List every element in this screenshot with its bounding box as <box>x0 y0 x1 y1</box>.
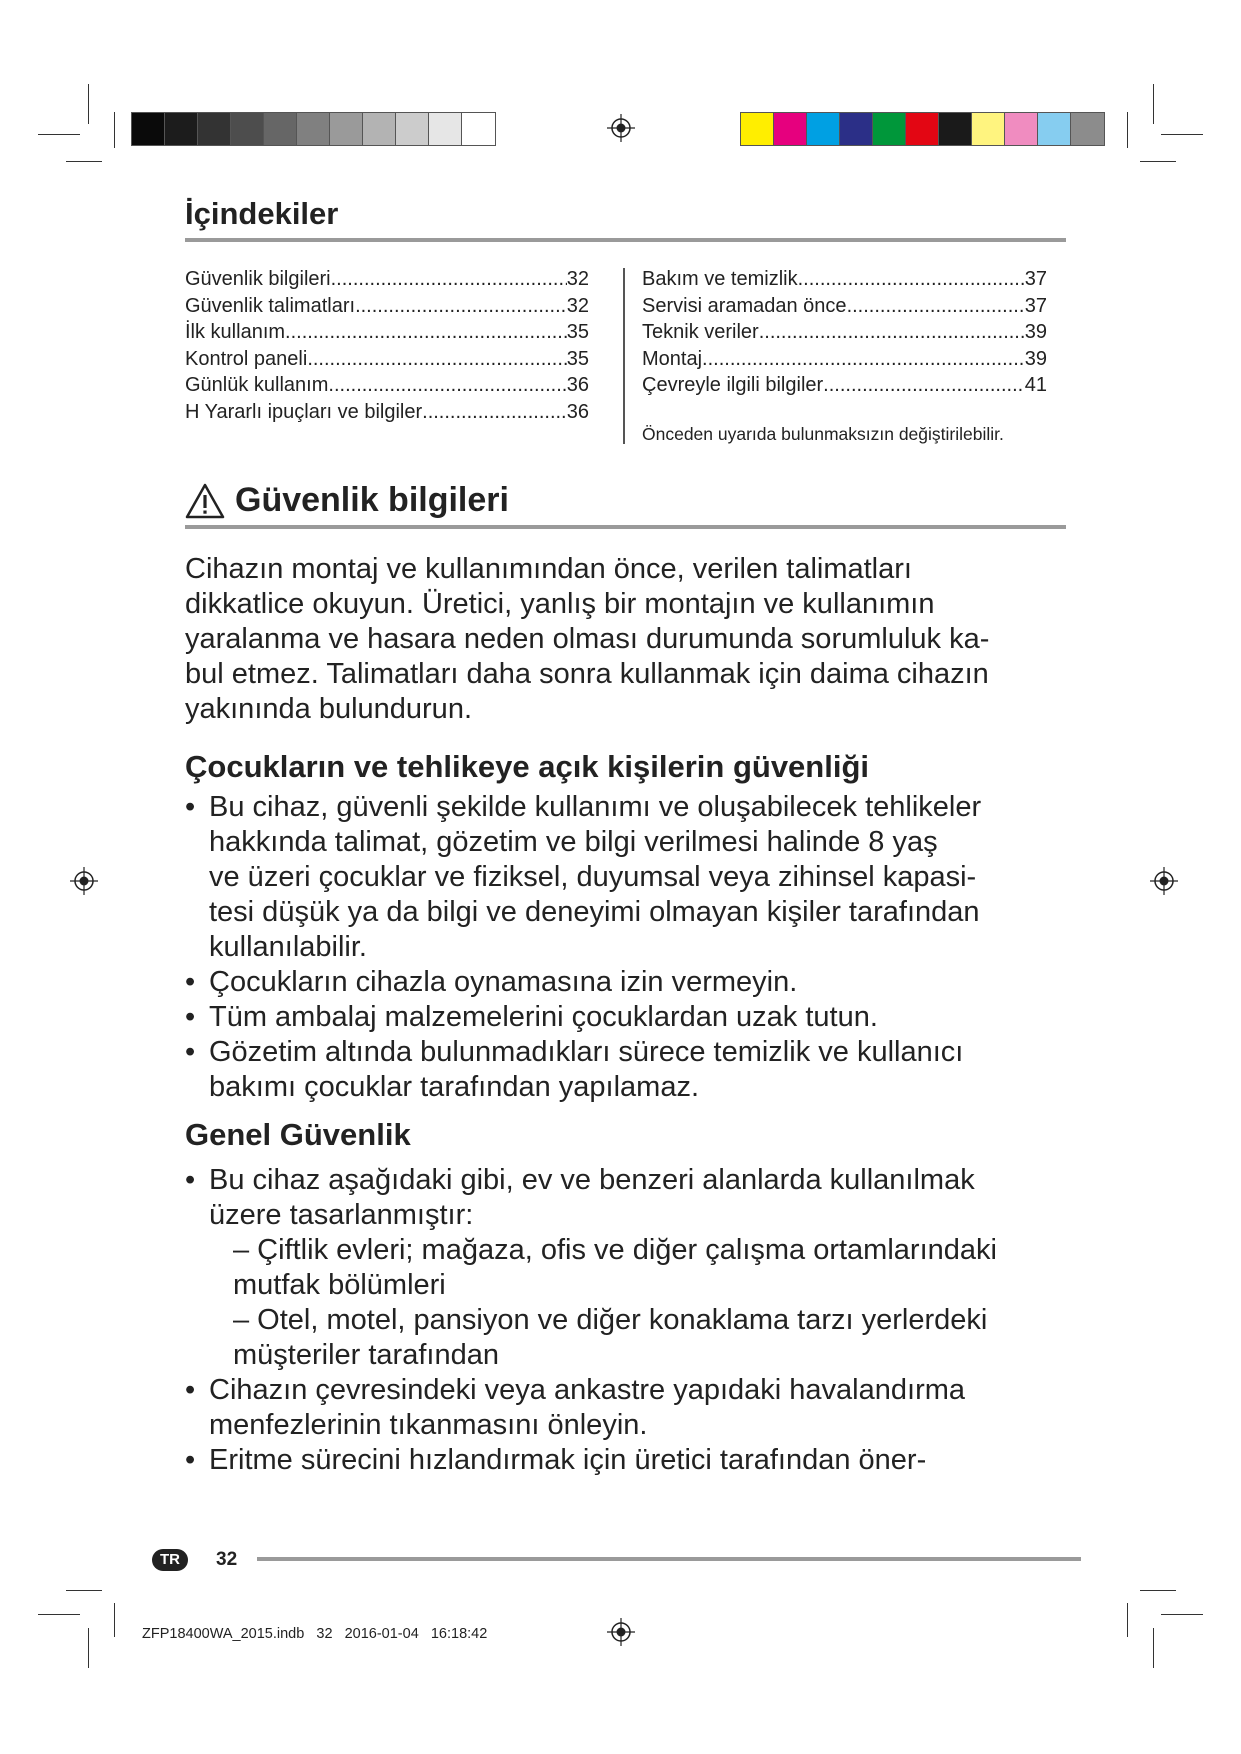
list-item <box>185 790 1085 965</box>
color-swatch <box>840 113 873 145</box>
list-item-line: Eritme sürecini hızlandırmak için üretici tarafından öner- <box>209 1444 927 1476</box>
toc-entry-page: 41 <box>1024 374 1047 396</box>
page-number: 32 <box>216 1549 238 1570</box>
list-item-line: Bu cihaz aşağıdaki gibi, ev ve benzeri alanlarda kullanılmak <box>209 1164 975 1196</box>
toc-entry-label: Çevreyle ilgili bilgiler <box>642 374 824 396</box>
bullet-icon: • <box>185 1374 196 1406</box>
toc-entry-label: Günlük kullanım <box>185 374 329 396</box>
toc-leader <box>355 293 567 320</box>
color-swatch <box>807 113 840 145</box>
print-slug: ZFP18400WA_2015.indb 32 2016-01-04 16:18:42 <box>142 1626 488 1642</box>
list-item <box>185 1035 1085 1105</box>
color-swatch <box>132 113 165 145</box>
list-item-line: – Çiftlik evleri; mağaza, ofis ve diğer çalışma ortamlarındaki <box>233 1234 997 1266</box>
safety-title-rule <box>185 525 1066 529</box>
toc-right-column <box>642 266 1047 399</box>
bullet-icon: • <box>185 966 196 998</box>
color-swatch <box>363 113 396 145</box>
bullet-icon: • <box>185 1036 196 1068</box>
color-swatch <box>873 113 906 145</box>
bullet-icon: • <box>185 1164 196 1196</box>
color-swatch <box>297 113 330 145</box>
list-item-line: Gözetim altında bulunmadıkları sürece temizlik ve kullanıcı <box>209 1036 964 1068</box>
list-item-line: üzere tasarlanmıştır: <box>209 1199 474 1231</box>
safety-intro-paragraph <box>185 552 1085 727</box>
toc-entry[interactable] <box>185 372 589 399</box>
list-item <box>185 1163 1085 1233</box>
toc-left-column <box>185 266 589 425</box>
toc-entry[interactable] <box>642 319 1047 346</box>
registration-mark-icon <box>607 114 635 142</box>
toc-change-note: Önceden uyarıda bulunmaksızın değiştirilebilir. <box>642 424 1004 444</box>
process-color-bar <box>740 112 1105 146</box>
toc-entry-label: Güvenlik talimatları <box>185 294 356 317</box>
toc-entry-page: 37 <box>1024 294 1047 317</box>
list-item-line: Çocukların cihazla oynamasına izin vermeyin. <box>209 966 798 998</box>
toc-entry[interactable] <box>185 399 589 426</box>
list-item-line: tesi düşük ya da bilgi ve deneyimi olmayan kişiler tarafından <box>209 896 980 928</box>
color-swatch <box>330 113 363 145</box>
toc-entry-label: İlk kullanım <box>185 321 286 343</box>
toc-column-divider <box>623 268 625 444</box>
language-badge: TR <box>152 1549 188 1571</box>
color-swatch <box>231 113 264 145</box>
toc-entry-page: 35 <box>566 321 589 343</box>
paragraph-line: Cihazın montaj ve kullanımından önce, verilen talimatları <box>185 553 912 585</box>
toc-title-rule <box>185 238 1066 242</box>
toc-leader <box>798 266 1025 293</box>
toc-entry-label: Teknik veriler <box>642 321 759 343</box>
color-swatch <box>939 113 972 145</box>
toc-leader <box>328 372 566 399</box>
footer-rule <box>257 1557 1081 1561</box>
list-item-line: menfezlerinin tıkanmasını önleyin. <box>209 1409 648 1441</box>
list-item <box>185 1000 1085 1035</box>
list-item-line: ve üzeri çocuklar ve fiziksel, duyumsal veya zihinsel kapasi- <box>209 861 977 893</box>
bullet-icon: • <box>185 1001 196 1033</box>
safety-section-header <box>185 481 509 520</box>
toc-title: İçindekiler <box>185 196 339 231</box>
paragraph-line: yakınında bulundurun. <box>185 693 472 725</box>
list-item-line: – Otel, motel, pansiyon ve diğer konaklama tarzı yerlerdeki <box>233 1304 988 1336</box>
toc-entry-page: 36 <box>566 400 589 423</box>
toc-entry-label: Güvenlik bilgileri <box>185 268 331 290</box>
list-item <box>185 965 1085 1000</box>
list-item <box>185 1443 1085 1478</box>
toc-leader <box>823 372 1025 399</box>
toc-leader <box>307 346 566 373</box>
toc-entry[interactable] <box>185 319 589 346</box>
children-safety-heading: Çocukların ve tehlikeye açık kişilerin güvenliği <box>185 749 870 784</box>
warning-triangle-icon <box>185 482 225 520</box>
color-swatch <box>198 113 231 145</box>
toc-leader <box>847 293 1025 320</box>
toc-entry[interactable] <box>642 266 1047 293</box>
registration-mark-icon <box>607 1618 635 1646</box>
toc-entry-page: 32 <box>566 268 589 290</box>
toc-entry-label: Servisi aramadan önce <box>642 294 847 317</box>
toc-entry[interactable] <box>642 372 1047 399</box>
registration-mark-icon <box>1150 867 1178 895</box>
color-swatch <box>462 113 495 145</box>
color-swatch <box>264 113 297 145</box>
toc-leader <box>702 346 1025 373</box>
list-item-line: Tüm ambalaj malzemelerini çocuklardan uzak tutun. <box>209 1001 878 1033</box>
color-swatch <box>1038 113 1071 145</box>
gray-color-bar <box>131 112 496 146</box>
color-swatch <box>429 113 462 145</box>
toc-entry-label: Bakım ve temizlik <box>642 268 798 290</box>
list-item-line: hakkında talimat, gözetim ve bilgi verilmesi halinde 8 yaş <box>209 826 938 858</box>
list-item-line: kullanılabilir. <box>209 931 367 963</box>
color-swatch <box>741 113 774 145</box>
color-swatch <box>1071 113 1104 145</box>
color-swatch <box>165 113 198 145</box>
color-swatch <box>1005 113 1038 145</box>
paragraph-line: bul etmez. Talimatları daha sonra kullanmak için daima cihazın <box>185 658 989 690</box>
toc-entry-page: 35 <box>566 347 589 370</box>
list-item-line: Bu cihaz, güvenli şekilde kullanımı ve oluşabilecek tehlikeler <box>209 791 982 823</box>
toc-entry[interactable] <box>185 346 589 373</box>
toc-entry[interactable] <box>185 266 589 293</box>
toc-leader <box>759 319 1025 346</box>
bullet-icon: • <box>185 791 196 823</box>
general-safety-heading: Genel Güvenlik <box>185 1117 411 1152</box>
color-swatch <box>396 113 429 145</box>
toc-entry-page: 37 <box>1024 268 1047 290</box>
toc-entry-page: 32 <box>566 294 589 317</box>
color-swatch <box>906 113 939 145</box>
list-item-line: mutfak bölümleri <box>233 1269 446 1301</box>
sub-list-item <box>233 1233 1093 1303</box>
toc-entry[interactable] <box>642 293 1047 320</box>
toc-entry-page: 36 <box>566 374 589 396</box>
toc-entry-label: Montaj <box>642 347 703 370</box>
list-item-line: Cihazın çevresindeki veya ankastre yapıdaki havalandırma <box>209 1374 966 1406</box>
list-item-line: bakımı çocuklar tarafından yapılamaz. <box>209 1071 700 1103</box>
toc-entry-page: 39 <box>1024 347 1047 370</box>
safety-section-title: Güvenlik bilgileri <box>235 481 509 519</box>
paragraph-line: dikkatlice okuyun. Üretici, yanlış bir montajın ve kullanımın <box>185 588 935 620</box>
list-item <box>185 1373 1085 1443</box>
paragraph-line: yaralanma ve hasara neden olması durumunda sorumluluk ka- <box>185 623 990 655</box>
list-item-line: müşteriler tarafından <box>233 1339 499 1371</box>
sub-list-item <box>233 1303 1093 1373</box>
toc-entry-page: 39 <box>1024 321 1047 343</box>
toc-entry[interactable] <box>642 346 1047 373</box>
color-swatch <box>774 113 807 145</box>
registration-mark-icon <box>70 867 98 895</box>
toc-leader <box>285 319 567 346</box>
bullet-icon: • <box>185 1444 196 1476</box>
toc-entry[interactable] <box>185 293 589 320</box>
color-swatch <box>972 113 1005 145</box>
toc-leader <box>422 399 567 426</box>
toc-leader <box>331 266 567 293</box>
toc-entry-label: Kontrol paneli <box>185 347 308 370</box>
toc-entry-label: H Yararlı ipuçları ve bilgiler <box>185 400 423 423</box>
